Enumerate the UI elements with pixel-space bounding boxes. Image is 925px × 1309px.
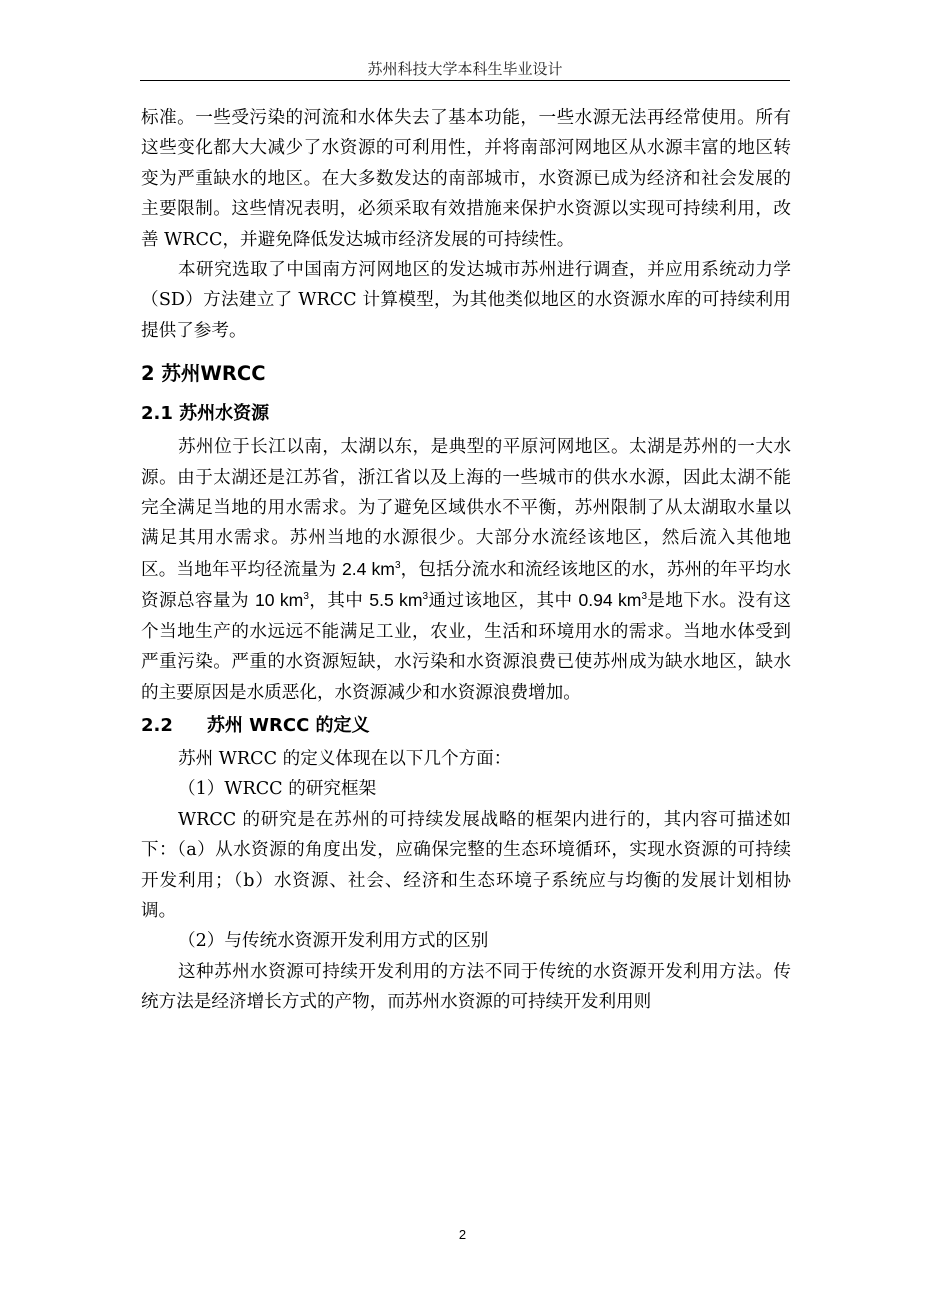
exponent: 3 <box>394 560 401 572</box>
paragraph-water-resources: 苏州位于长江以南，太湖以东，是典型的平原河网地区。太湖是苏州的一大水源。由于太湖还是江苏省，浙江省以及上海的一些城市的供水水源，因此太湖不能完全满足当地的用水需求。为了避免区域供水不平衡，苏州限制了从太湖取水量以满足其用水需求。苏州当地的水源很少。大部分水流经该地区，然后流入其他地区。当地年平均径流量为 2.4 $km^3$，包括分流水和流经该地区的水，苏州的年平均水资源总容量为 10 $km^3$，其中 5.5 $km^3$通过该地区，其中 0.94 $km^3$是地下水。没有这个当地生产的水远远不能满足工业，农业，生活和环境用水的需求。当地水体受到严重污染。严重的水资源短缺，水污染和水资源浪费已使苏州成为缺水地区，缺水的主要原因是水质恶化，水资源减少和水资源浪费增加。 <box>141 437 792 703</box>
section-heading-2-1 <box>141 399 791 429</box>
total-capacity-value: 10 km <box>255 590 304 611</box>
page-content <box>141 103 791 1018</box>
section-title: 苏州水资源 <box>179 403 270 425</box>
exponent: 3 <box>641 591 648 603</box>
exponent: 3 <box>303 591 309 603</box>
section-number: 2 <box>141 362 155 386</box>
section-title: 苏州WRCC <box>161 362 266 386</box>
page-header: 苏州科技大学本科生毕业设计 <box>367 60 563 78</box>
paragraph-research-framework: WRCC 的研究是在苏州的可持续发展战略的框架内进行的，其内容可描述如下：（a）从水资源的角度出发，应确保完整的生态环境循环，实现水资源的可持续开发利用；（b）水资源、社会、经济和生态环境子系统应与均衡的发展计划相协调。 <box>141 809 791 921</box>
runoff-value: 2.4 km <box>341 558 395 579</box>
through-flow-value: 5.5 km <box>369 590 423 611</box>
header-rule <box>140 80 790 81</box>
section-heading-2 <box>141 359 791 389</box>
section-heading-2-2 <box>141 711 791 741</box>
page-number: 2 <box>458 1227 467 1242</box>
item-heading-2: （2）与传统水资源开发利用方式的区别 <box>178 931 489 952</box>
paragraph-continued: 标准。一些受污染的河流和水体失去了基本功能，一些水源无法再经常使用。所有这些变化都大大减少了水资源的可利用性，并将南部河网地区从水源丰富的地区转变为严重缺水的地区。在大多数发达的南部城市，水资源已成为经济和社会发展的主要限制。这些情况表明，必须采取有效措施来保护水资源以实现可持续利用，改善 WRCC，并避免降低发达城市经济发展的可持续性。 <box>141 108 791 250</box>
section-number: 2.2 <box>141 714 173 736</box>
section-number: 2.1 <box>141 403 173 425</box>
exponent: 3 <box>422 591 429 603</box>
paragraph-difference: 这种苏州水资源可持续开发利用的方法不同于传统的水资源开发利用方法。传统方法是经济增长方式的产物，而苏州水资源的可持续开发利用则 <box>141 961 791 1013</box>
paragraph-study-scope: 本研究选取了中国南方河网地区的发达城市苏州进行调查，并应用系统动力学（SD）方法建立了 WRCC 计算模型，为其他类似地区的水资源水库的可持续利用提供了参考。 <box>141 260 791 341</box>
section-title: 苏州 WRCC 的定义 <box>206 714 370 736</box>
item-heading-1: （1）WRCC 的研究框架 <box>178 779 377 800</box>
paragraph-definition-intro: 苏州 WRCC 的定义体现在以下几个方面： <box>178 748 512 769</box>
groundwater-value: 0.94 km <box>578 590 642 611</box>
